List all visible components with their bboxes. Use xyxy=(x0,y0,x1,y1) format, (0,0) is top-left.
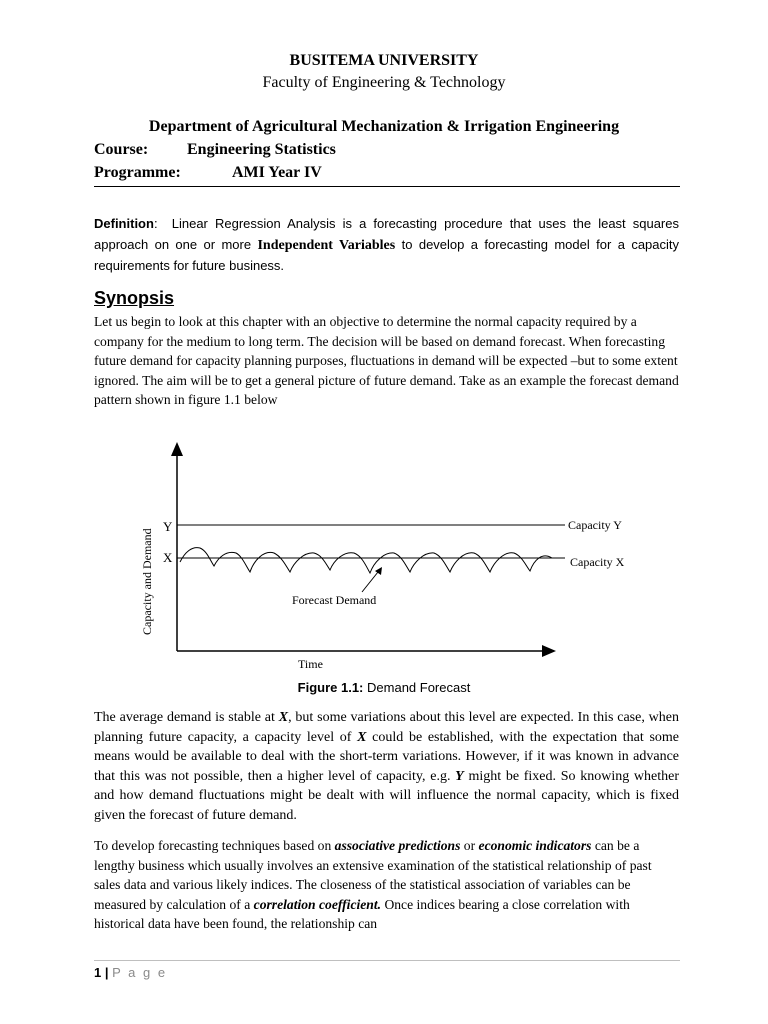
capacity-x-label: Capacity X xyxy=(570,555,625,569)
para3-text-3: can be a lengthy business which usually involves an extensive examination of the statistical relationship of past sales data and various likely indices. The closeness of the statistical association of variables can be measured by calculation of a xyxy=(94,838,652,912)
figure-caption-text: Demand Forecast xyxy=(367,680,471,695)
programme-label: Programme: xyxy=(94,164,181,181)
definition-emphasis: Independent Variables xyxy=(257,237,396,253)
course-value: Engineering Statistics xyxy=(187,141,336,158)
para2-var-x1: X xyxy=(278,710,289,725)
page-word: P a g e xyxy=(112,965,168,980)
level-y-label: Y xyxy=(163,519,173,534)
page-separator: | xyxy=(104,965,109,980)
definition-sep: : xyxy=(153,216,158,231)
course-label: Course: xyxy=(94,141,149,158)
para2-text-3: could be established, with the expectation that some means would be available to deal with the short-term variations. However, if it was known in advance that this was not possible, then a higher level of capacity, e.g. xyxy=(94,729,680,784)
programme-value: AMI Year IV xyxy=(232,164,322,181)
para3-text-2: or xyxy=(463,838,476,853)
x-axis-arrow xyxy=(542,645,556,657)
para3-emphasis-3: correlation coefficient. xyxy=(253,896,382,912)
paragraph-3 xyxy=(94,836,679,934)
para2-text-1: The average demand is stable at xyxy=(94,710,275,725)
y-axis-label: Capacity and Demand xyxy=(140,528,154,635)
synopsis-paragraph: Let us begin to look at this chapter with an objective to determine the normal capacity required by a company for the medium to long term. The decision will be based on demand forecast. When forecasting future demand for capacity planning purposes, fluctuations in demand will be expected –but to some extent ignored. The aim will be to get a general picture of future demand. Take as an example the forecast demand pattern shown in figure 1.1 below xyxy=(94,314,679,407)
para2-text-4: might be fixed. So knowing whether and how demand fluctuations might be dealt with will influence the normal capacity, which is fixed given the forecast of future demand. xyxy=(94,768,680,823)
capacity-y-label: Capacity Y xyxy=(568,518,622,532)
x-axis-label: Time xyxy=(298,657,323,671)
page-footer xyxy=(94,965,167,980)
definition-text-2: to develop a forecasting model for a capacity requirements for future business. xyxy=(94,236,680,273)
paragraph-2 xyxy=(94,708,679,825)
figure-caption-label: Figure 1.1: xyxy=(297,680,364,695)
para2-var-y1: Y xyxy=(455,768,464,784)
para3-emphasis-1: associative predictions xyxy=(334,838,461,853)
para2-text-2: , but some variations about this level are expected. In this case, when planning future capacity, a capacity level of xyxy=(94,710,680,745)
definition-text-1: Linear Regression Analysis is a forecasting procedure that uses the least squares approach on one or more xyxy=(94,216,679,252)
synopsis-heading: Synopsis xyxy=(94,288,175,308)
forecast-demand-label: Forecast Demand xyxy=(292,593,377,607)
definition-term: Definition xyxy=(94,216,154,231)
footer-divider xyxy=(94,960,680,961)
forecast-demand-curve xyxy=(180,548,552,573)
level-x-label: X xyxy=(163,550,173,565)
department-name: Department of Agricultural Mechanization & Irrigation Engineering xyxy=(148,118,620,135)
para3-emphasis-2: economic indicators xyxy=(478,838,592,853)
faculty-name: Faculty of Engineering & Technology xyxy=(262,74,506,91)
y-axis-arrow xyxy=(171,442,183,456)
figure-caption xyxy=(0,680,768,695)
page-number: 1 xyxy=(94,965,102,980)
forecast-pointer xyxy=(362,572,378,592)
para3-text-4: Once indices bearing a close correlation with historical data have been found, the relationship can xyxy=(94,896,630,931)
para2-var-x2: X xyxy=(357,729,367,745)
university-name: BUSITEMA UNIVERSITY xyxy=(289,52,479,69)
para3-text-1: To develop forecasting techniques based on xyxy=(94,838,332,853)
